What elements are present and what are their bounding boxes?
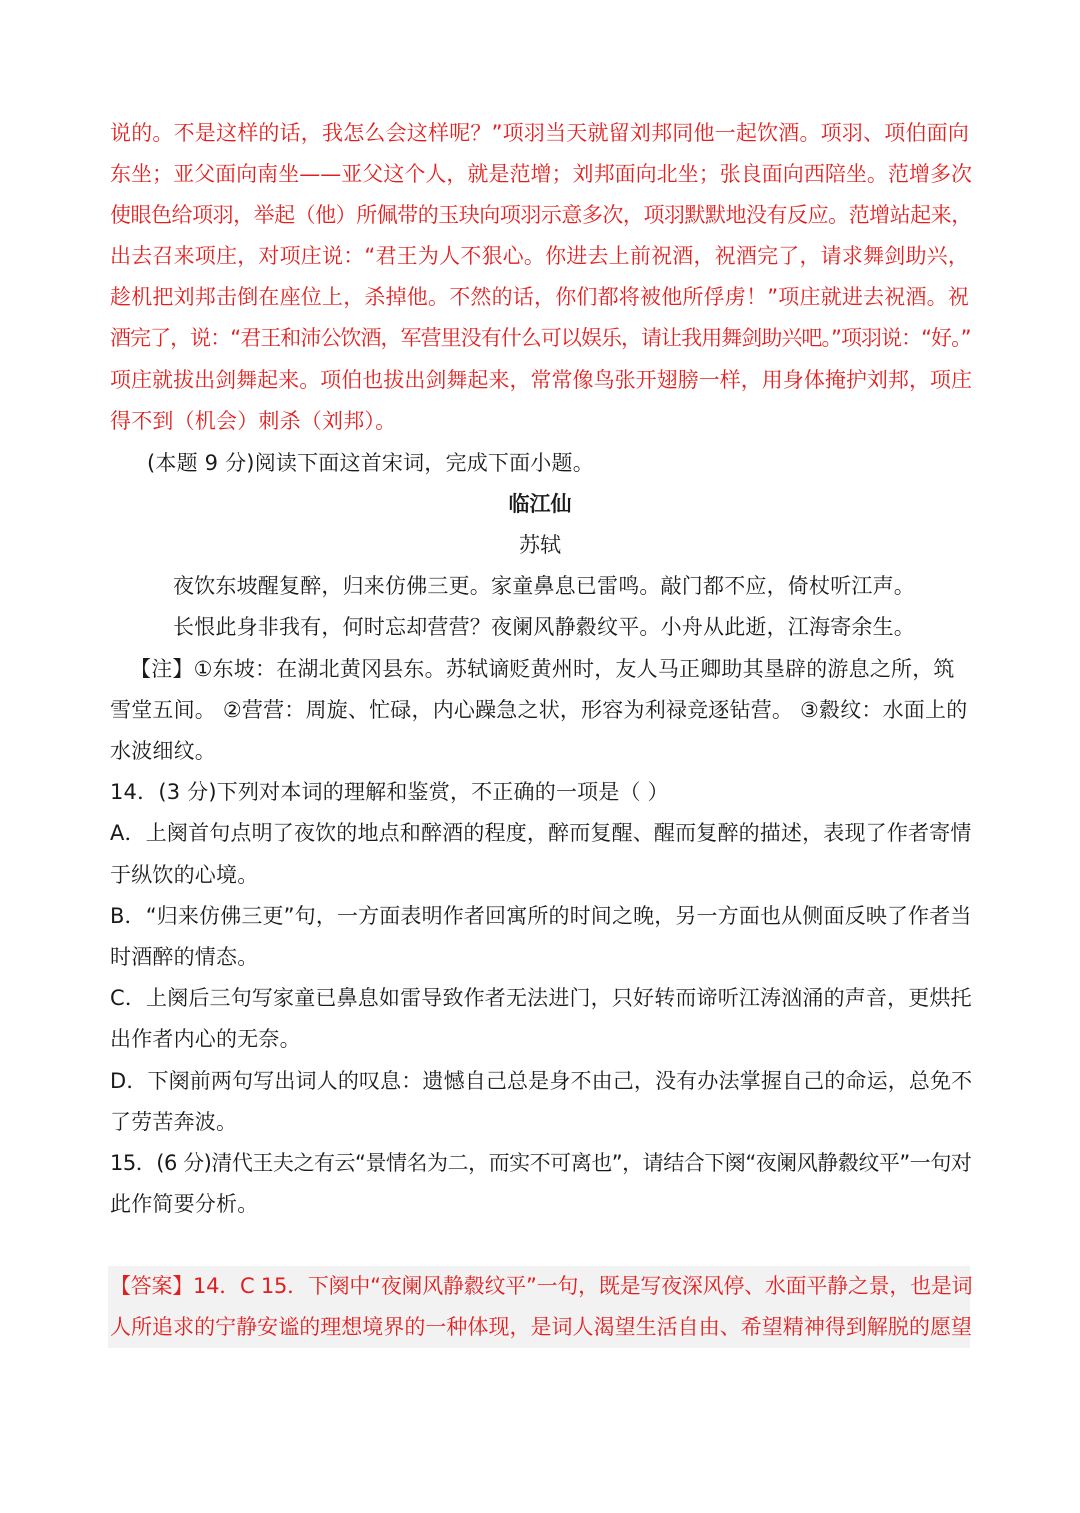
- question-15-cont: 此作简要分析。: [110, 1192, 259, 1216]
- translation-line: 东坐；亚父面向南坐——亚父这个人，就是范增；刘邦面向北坐；张良面向西陪坐。范增多次: [110, 162, 973, 186]
- translation-line: 趁机把刘邦击倒在座位上，杀掉他。不然的话，你们都将被他所俘虏！”项庄就进去祝酒。祝: [110, 285, 970, 309]
- note-line: 雪堂五间。 ②营营：周旋、忙碌，内心躁急之状，形容为利禄竞逐钻营。 ③縠纹：水面上的: [110, 698, 968, 722]
- option-a-cont: 于纵饮的心境。: [110, 863, 259, 887]
- translation-line: 酒完了，说：“君王和沛公饮酒，军营里没有什么可以娱乐，请让我用舞剑助兴吧。”项羽说：“好。”: [110, 326, 971, 350]
- option-c: C．上阕后三句写家童已鼻息如雷导致作者无法进门，只好转而谛听江涛汹涌的声音，更烘托: [110, 986, 972, 1010]
- answer-line: 【答案】14．C 15．下阕中“夜阑风静縠纹平”一句，既是写夜深风停、水面平静之景，也是词: [110, 1274, 973, 1298]
- translation-line: 使眼色给项羽，举起（他）所佩带的玉玦向项羽示意多次，项羽默默地没有反应。范增站起来，: [110, 203, 972, 227]
- option-c-cont: 出作者内心的无奈。: [110, 1027, 301, 1051]
- translation-line: 得不到（机会）刺杀（刘邦）。: [110, 409, 397, 433]
- poem-line: 长恨此身非我有，何时忘却营营？夜阑风静縠纹平。小舟从此逝，江海寄余生。: [173, 615, 915, 639]
- translation-line: 说的。不是这样的话，我怎么会这样呢？”项羽当天就留刘邦同他一起饮酒。项羽、项伯面向: [110, 121, 970, 145]
- option-b: B．“归来仿佛三更”句，一方面表明作者回寓所的时间之晚，另一方面也从侧面反映了作者当: [110, 904, 972, 928]
- option-a: A．上阕首句点明了夜饮的地点和醉酒的程度，醉而复醒、醒而复醉的描述，表现了作者寄情: [110, 821, 972, 845]
- question-15: 15．(6 分)清代王夫之有云“景情名为二，而实不可离也”，请结合下阕“夜阑风静縠纹平”一句对: [110, 1151, 972, 1175]
- option-d: D．下阕前两句写出词人的叹息：遗憾自己总是身不由己，没有办法掌握自己的命运，总免不: [110, 1069, 973, 1093]
- translation-line: 出去召来项庄，对项庄说：“君王为人不狠心。你进去上前祝酒，祝酒完了，请求舞剑助兴，: [110, 244, 970, 268]
- question-14: 14．(3 分)下列对本词的理解和鉴赏，不正确的一项是（ ）: [110, 780, 669, 804]
- poem-title: 临江仙: [508, 492, 572, 516]
- option-b-cont: 时酒醉的情态。: [110, 945, 259, 969]
- poem-author: 苏轼: [519, 533, 561, 557]
- note-line: 【注】①东坡：在湖北黄冈县东。苏轼谪贬黄州时，友人马正卿助其垦辟的游息之所，筑: [130, 657, 955, 681]
- note-line: 水波细纹。: [110, 739, 216, 763]
- translation-line: 项庄就拔出剑舞起来。项伯也拔出剑舞起来，常常像鸟张开翅膀一样，用身体掩护刘邦，项庄: [110, 368, 973, 392]
- option-d-cont: 了劳苦奔波。: [110, 1110, 238, 1134]
- poem-line: 夜饮东坡醒复醉，归来仿佛三更。家童鼻息已雷鸣。敲门都不应，倚杖听江声。: [173, 574, 915, 598]
- question-intro: (本题 9 分)阅读下面这首宋词，完成下面小题。: [147, 451, 594, 475]
- answer-line: 人所追求的宁静安谧的理想境界的一种体现，是词人渴望生活自由、希望精神得到解脱的愿望: [110, 1315, 973, 1339]
